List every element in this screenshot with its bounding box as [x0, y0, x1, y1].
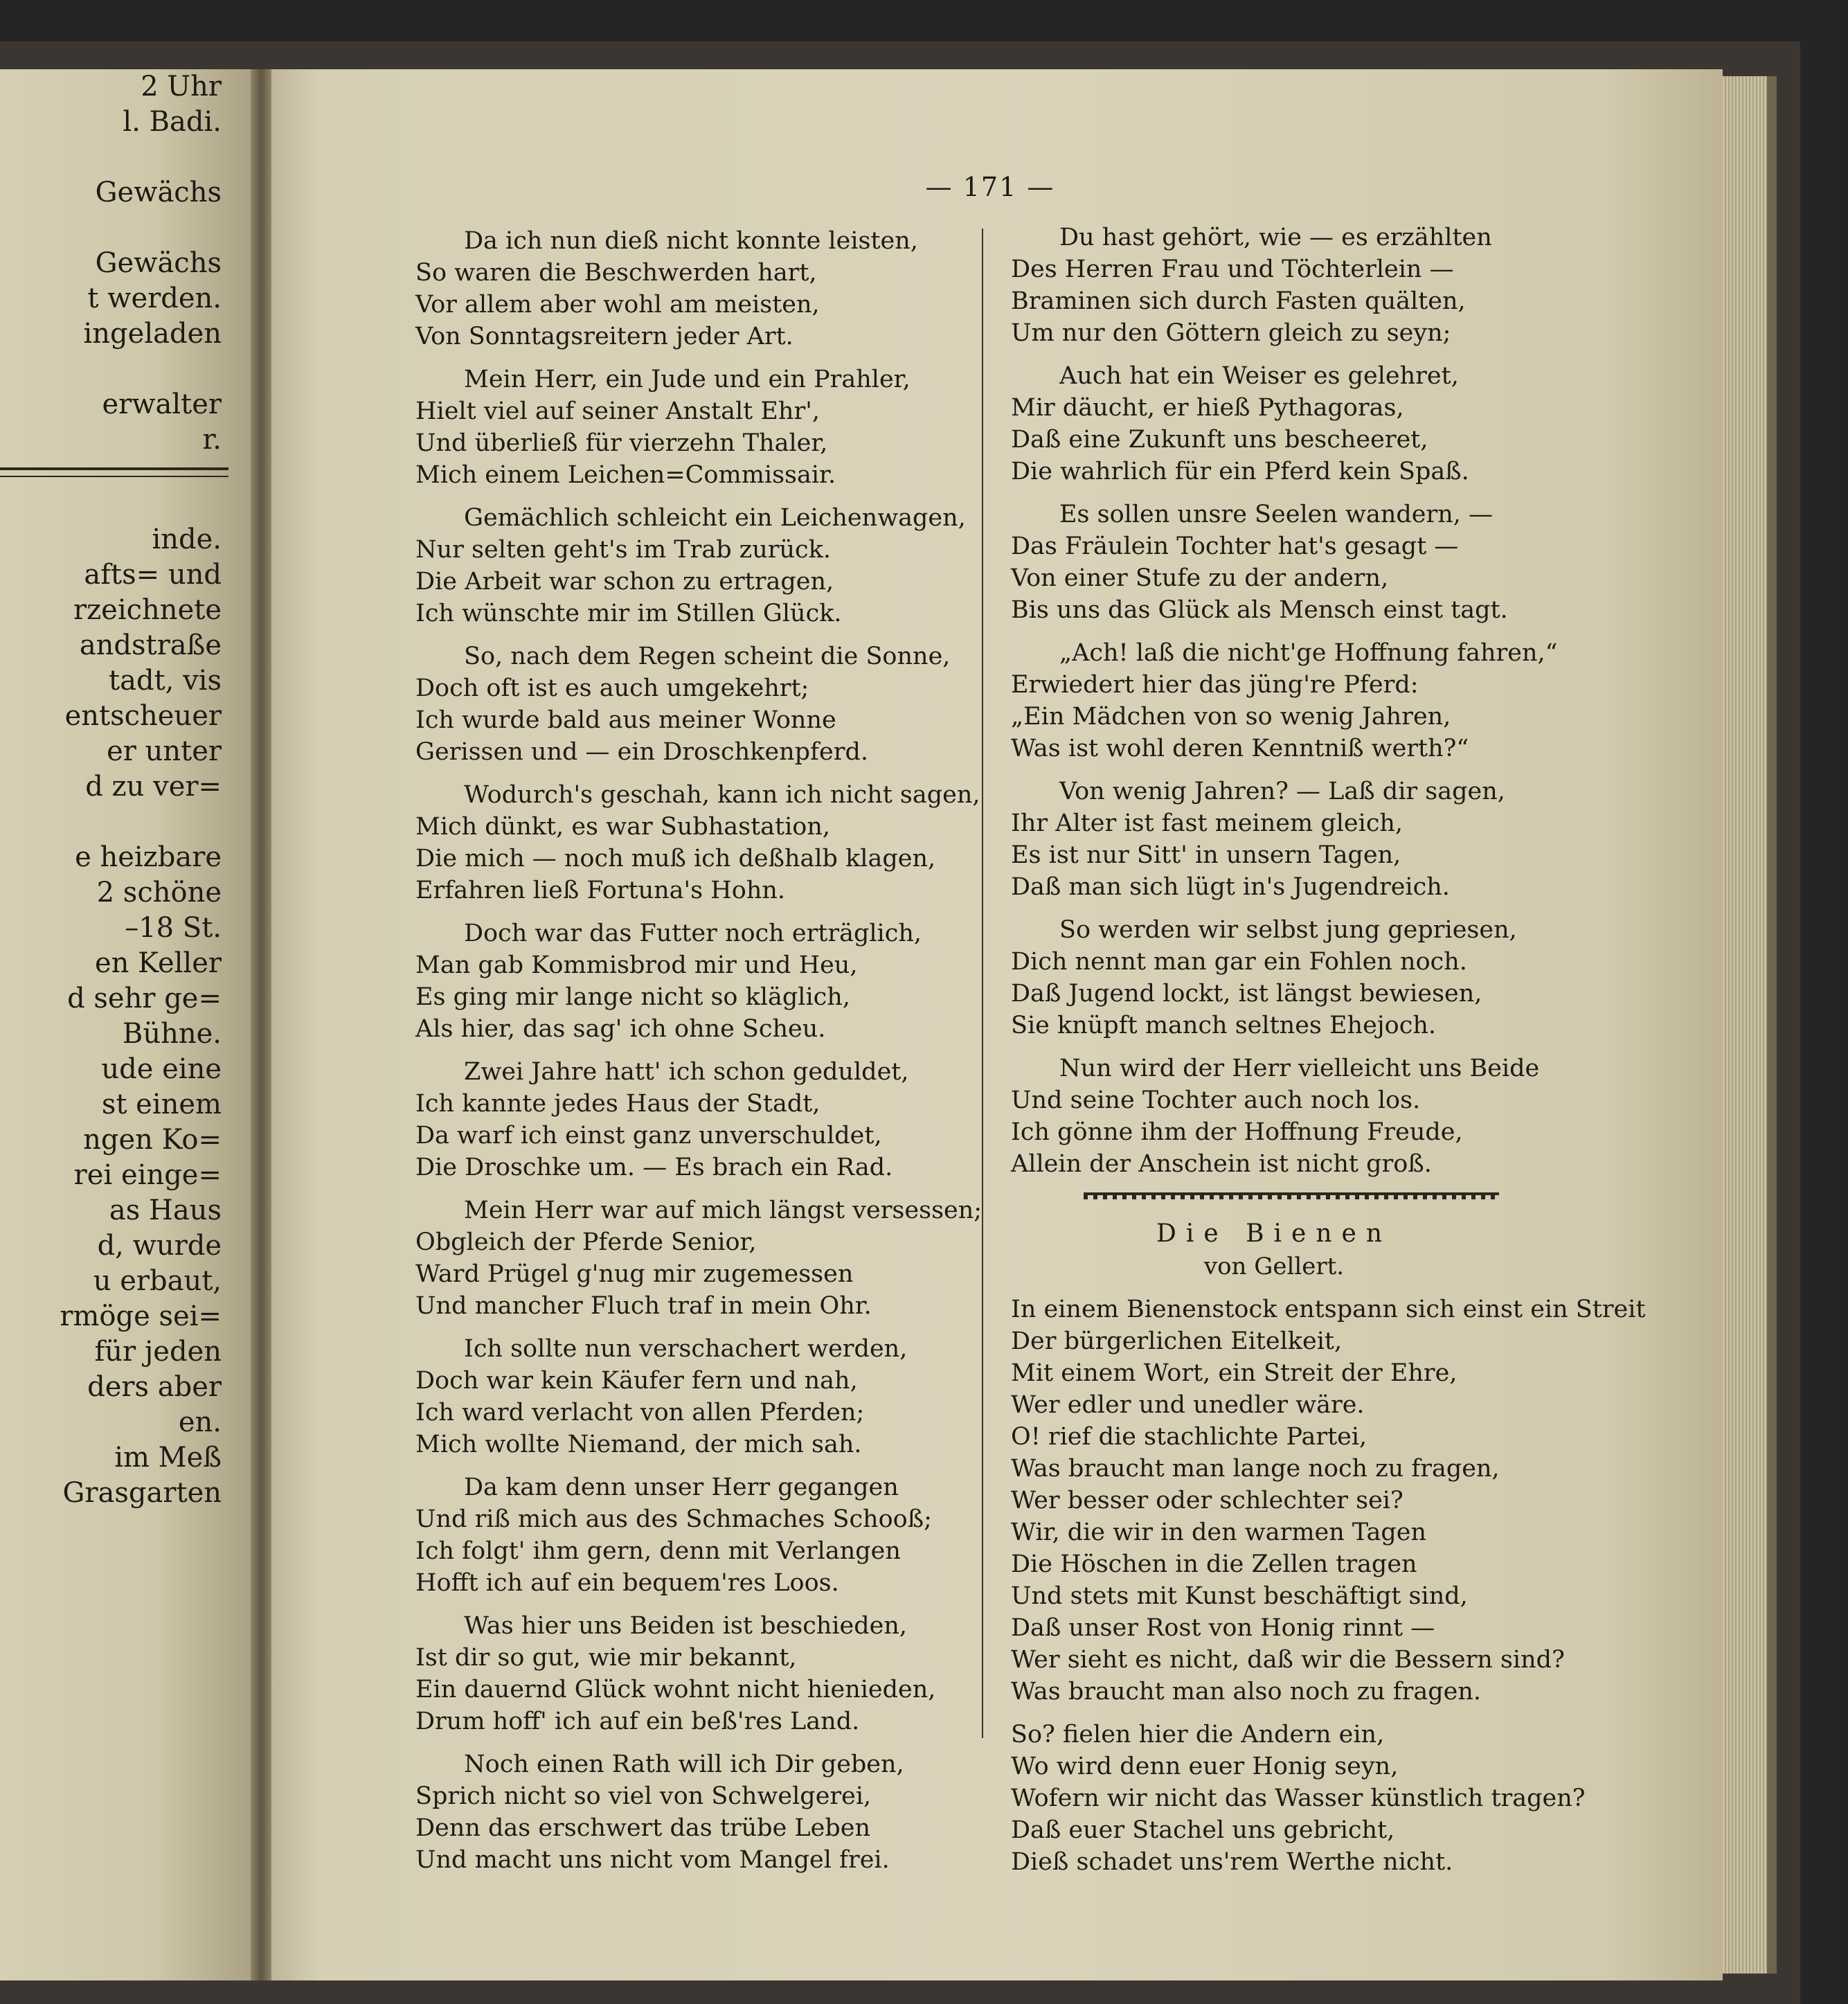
text-line: Und überließ für vierzehn Thaler,: [415, 429, 828, 457]
stanza: [415, 1195, 983, 1322]
text-line: „Ein Mädchen von so wenig Jahren,: [1011, 703, 1451, 731]
text-line: as Haus: [109, 1195, 222, 1226]
text-line: Doch war das Futter noch erträglich,: [464, 920, 922, 947]
text-line: [0, 352, 256, 387]
text-line: Ich ward verlacht von allen Pferden;: [415, 1399, 865, 1426]
text-line: Die Droschke um. — Es brach ein Rad.: [415, 1154, 893, 1181]
stanza: [1011, 776, 1599, 903]
stanza: [1011, 222, 1599, 349]
text-line: Da warf ich einst ganz unverschuldet,: [415, 1122, 882, 1149]
text-line: –18 St.: [125, 912, 222, 944]
text-line: Bis uns das Glück als Mensch einst tagt.: [1011, 596, 1508, 624]
text-line: Was braucht man lange noch zu fragen,: [1011, 1455, 1500, 1483]
text-line: Wer sieht es nicht, daß wir die Bessern sind?: [1011, 1646, 1565, 1674]
text-line: Wer besser oder schlechter sei?: [1011, 1487, 1403, 1514]
text-line: ude eine: [101, 1053, 222, 1085]
text-line: O! rief die stachlichte Partei,: [1011, 1423, 1367, 1451]
text-line: In einem Bienenstock entspann sich einst ein Streit: [1011, 1296, 1646, 1323]
text-line: Man gab Kommisbrod mir und Heu,: [415, 951, 858, 979]
left-column-poem: [415, 225, 983, 1887]
text-line: für jeden: [94, 1336, 222, 1368]
text-line: Was ist wohl deren Kenntniß werth?“: [1011, 735, 1469, 762]
text-line: [0, 805, 256, 840]
text-line: Braminen sich durch Fasten quälten,: [1011, 287, 1466, 315]
text-line: rzeichnete: [73, 594, 222, 626]
text-line: Doch oft ist es auch umgekehrt;: [415, 674, 809, 702]
stanza: [1011, 1053, 1599, 1180]
text-line: im Meß: [114, 1442, 222, 1474]
text-line: Was braucht man also noch zu fragen.: [1011, 1678, 1482, 1706]
text-line: Von einer Stufe zu der andern,: [1011, 564, 1389, 592]
text-line: Und riß mich aus des Schmaches Schooß;: [415, 1505, 932, 1533]
text-line: Gerissen und — ein Droschkenpferd.: [415, 738, 868, 766]
text-line: Daß euer Stachel uns gebricht,: [1011, 1816, 1395, 1844]
text-line: So werden wir selbst jung gepriesen,: [1059, 916, 1517, 944]
text-line: en Keller: [94, 947, 222, 979]
text-line: erwalter: [102, 388, 222, 420]
text-line: Allein der Anschein ist nicht groß.: [1011, 1150, 1432, 1178]
text-line: Ein dauernd Glück wohnt nicht hienieden,: [415, 1676, 936, 1703]
text-line: Gewächs: [95, 247, 222, 279]
poem-title: Die Bienen: [1156, 1219, 1392, 1248]
text-line: Doch war kein Käufer fern und nah,: [415, 1367, 858, 1395]
page-number: — 171 —: [925, 172, 1055, 202]
text-line: Noch einen Rath will ich Dir geben,: [464, 1751, 904, 1778]
text-line: Mich wollte Niemand, der mich sah.: [415, 1431, 862, 1458]
text-line: Ihr Alter ist fast meinem gleich,: [1011, 809, 1403, 837]
text-line: Ich wünschte mir im Stillen Glück.: [415, 600, 842, 627]
text-line: andstraße: [79, 629, 222, 661]
right-column-stanzas: [1011, 222, 1599, 1180]
text-line: Sprich nicht so viel von Schwelgerei,: [415, 1782, 872, 1810]
text-line: inde.: [152, 524, 222, 555]
text-line: Daß Jugend lockt, ist längst bewiesen,: [1011, 980, 1482, 1008]
text-line: rei einge=: [73, 1159, 222, 1191]
text-line: Hofft ich auf ein bequem'res Loos.: [415, 1569, 839, 1597]
text-line: st einem: [101, 1089, 222, 1120]
right-column-poem: [1011, 222, 1646, 1889]
stanza: [415, 364, 962, 491]
stanza: [415, 1056, 962, 1183]
text-line: Und mancher Fluch traf in mein Ohr.: [415, 1292, 872, 1320]
text-line: Bühne.: [122, 1018, 222, 1050]
text-line: Die wahrlich für ein Pferd kein Spaß.: [1011, 458, 1469, 485]
ornament-rule: [1084, 1192, 1499, 1199]
text-line: Ich sollte nun verschachert werden,: [464, 1335, 908, 1363]
text-line: Sie knüpft manch seltnes Ehejoch.: [1011, 1012, 1436, 1039]
text-line: Wer edler und unedler wäre.: [1011, 1391, 1365, 1419]
text-line: Als hier, das sag' ich ohne Scheu.: [415, 1015, 826, 1043]
text-line: Mein Herr war auf mich längst versessen;: [464, 1197, 983, 1224]
text-line: d zu ver=: [85, 771, 222, 803]
stanza: [415, 1610, 962, 1737]
text-line: r.: [202, 424, 222, 456]
text-line: Ich gönne ihm der Hoffnung Freude,: [1011, 1118, 1463, 1146]
page-edge-shadow: [1767, 76, 1777, 1974]
text-line: Mit einem Wort, ein Streit der Ehre,: [1011, 1359, 1457, 1387]
text-line: Die mich — noch muß ich deßhalb klagen,: [415, 845, 936, 873]
text-line: Vor allem aber wohl am meisten,: [415, 291, 820, 319]
text-line: Mir däucht, er hieß Pythagoras,: [1011, 394, 1404, 422]
text-line: Ich kannte jedes Haus der Stadt,: [415, 1090, 820, 1118]
stanza: [415, 502, 966, 629]
stanza: [415, 1333, 962, 1460]
text-line: So waren die Beschwerden hart,: [415, 259, 817, 287]
stanza: [415, 641, 962, 768]
stanza: [1011, 499, 1599, 626]
text-line: Der bürgerlichen Eitelkeit,: [1011, 1327, 1343, 1355]
text-line: rmöge sei=: [60, 1300, 222, 1332]
text-line: Ist dir so gut, wie mir bekannt,: [415, 1644, 797, 1672]
text-line: ders aber: [87, 1371, 222, 1403]
page-edges: [1723, 76, 1771, 1974]
left-page-text: [0, 69, 256, 1511]
text-line: Ich wurde bald aus meiner Wonne: [415, 706, 836, 734]
stanza: [415, 225, 962, 352]
text-line: Drum hoff' ich auf ein beß'res Land.: [415, 1708, 860, 1735]
text-line: Von Sonntagsreitern jeder Art.: [415, 323, 793, 350]
text-line: Nur selten geht's im Trab zurück.: [415, 536, 831, 564]
stanza: [1011, 360, 1599, 487]
stanza: [415, 918, 962, 1045]
text-line: Obgleich der Pferde Senior,: [415, 1228, 757, 1256]
text-line: e heizbare: [75, 841, 222, 873]
text-line: er unter: [107, 735, 222, 767]
text-line: tadt, vis: [109, 665, 222, 697]
text-line: Hielt viel auf seiner Anstalt Ehr',: [415, 397, 820, 425]
text-line: entscheuer: [64, 700, 222, 732]
text-line: Erwiedert hier das jüng're Pferd:: [1011, 671, 1419, 699]
text-line: Zwei Jahre hatt' ich schon geduldet,: [464, 1058, 909, 1086]
text-line: afts= und: [84, 559, 222, 591]
text-line: So, nach dem Regen scheint die Sonne,: [464, 643, 951, 670]
text-line: Die Arbeit war schon zu ertragen,: [415, 568, 834, 596]
text-line: Grasgarten: [62, 1477, 222, 1509]
text-line: Was hier uns Beiden ist beschieden,: [464, 1612, 908, 1640]
text-line: Nun wird der Herr vielleicht uns Beide: [1059, 1055, 1540, 1082]
text-line: Um nur den Göttern gleich zu seyn;: [1011, 319, 1451, 347]
text-line: Da ich nun dieß nicht konnte leisten,: [464, 227, 918, 255]
text-line: Es ist nur Sitt' in unsern Tagen,: [1011, 841, 1401, 869]
text-line: Und macht uns nicht vom Mangel frei.: [415, 1846, 890, 1874]
text-line: en.: [178, 1406, 222, 1438]
text-line: ngen Ko=: [83, 1124, 222, 1156]
text-line: Ward Prügel g'nug mir zugemessen: [415, 1260, 854, 1288]
text-line: d sehr ge=: [67, 983, 222, 1014]
text-line: Gewächs: [95, 177, 222, 208]
text-line: So? fielen hier die Andern ein,: [1011, 1721, 1385, 1748]
stanza: [1011, 914, 1599, 1041]
text-line: Mich dünkt, es war Subhastation,: [415, 813, 831, 841]
stanza: [415, 1748, 962, 1876]
text-line: Und seine Tochter auch noch los.: [1011, 1086, 1421, 1114]
text-line: Dieß schadet uns'rem Werthe nicht.: [1011, 1848, 1453, 1876]
poem-author: von Gellert.: [1203, 1253, 1345, 1280]
text-line: Auch hat ein Weiser es gelehret,: [1059, 362, 1459, 390]
text-line: Erfahren ließ Fortuna's Hohn.: [415, 877, 786, 904]
left-page-rule: [0, 467, 228, 477]
text-line: Von wenig Jahren? — Laß dir sagen,: [1059, 778, 1505, 805]
text-line: Ich folgt' ihm gern, denn mit Verlangen: [415, 1537, 901, 1565]
text-line: Und stets mit Kunst beschäftigt sind,: [1011, 1582, 1468, 1610]
text-line: Wofern wir nicht das Wasser künstlich tragen?: [1011, 1784, 1586, 1812]
stanza: [415, 779, 980, 906]
text-line: [0, 487, 256, 522]
text-line: 2 Uhr: [141, 71, 222, 102]
text-line: Mich einem Leichen=Commissair.: [415, 461, 836, 489]
text-line: Das Fräulein Tochter hat's gesagt —: [1011, 533, 1459, 560]
text-line: [0, 140, 256, 175]
text-line: Daß man sich lügt in's Jugendreich.: [1011, 873, 1450, 901]
column-divider: [982, 229, 983, 1738]
text-line: Des Herren Frau und Töchterlein —: [1011, 256, 1454, 283]
second-poem-stanza-2: [1011, 1719, 1599, 1878]
text-line: Daß eine Zukunft uns bescheeret,: [1011, 426, 1428, 454]
text-line: Mein Herr, ein Jude und ein Prahler,: [464, 366, 910, 393]
text-line: Daß unser Rost von Honig rinnt —: [1011, 1614, 1435, 1642]
text-line: Es sollen unsre Seelen wandern, —: [1059, 501, 1493, 528]
text-line: Denn das erschwert das trübe Leben: [415, 1814, 871, 1842]
text-line: Wodurch's geschah, kann ich nicht sagen,: [464, 781, 980, 809]
text-line: Dich nennt man gar ein Fohlen noch.: [1011, 948, 1467, 976]
text-line: Da kam denn unser Herr gegangen: [464, 1474, 899, 1501]
text-line: Die Höschen in die Zellen tragen: [1011, 1550, 1417, 1578]
text-line: „Ach! laß die nicht'ge Hoffnung fahren,“: [1059, 639, 1558, 667]
text-line: Gemächlich schleicht ein Leichenwagen,: [464, 504, 966, 532]
text-line: [0, 211, 256, 246]
text-line: 2 schöne: [96, 877, 222, 909]
text-line: Wo wird denn euer Honig seyn,: [1011, 1753, 1399, 1780]
stanza: [415, 1471, 962, 1599]
text-line: Du hast gehört, wie — es erzählten: [1059, 224, 1492, 251]
text-line: Es ging mir lange nicht so kläglich,: [415, 983, 850, 1011]
text-line: l. Badi.: [123, 106, 222, 138]
text-line: u erbaut,: [93, 1265, 222, 1297]
text-line: Wir, die wir in den warmen Tagen: [1011, 1519, 1427, 1546]
second-poem-stanza-1: [1011, 1294, 1646, 1708]
text-line: ingeladen: [83, 318, 222, 350]
text-line: d, wurde: [97, 1230, 222, 1262]
text-line: t werden.: [87, 283, 222, 314]
stanza: [1011, 637, 1599, 764]
